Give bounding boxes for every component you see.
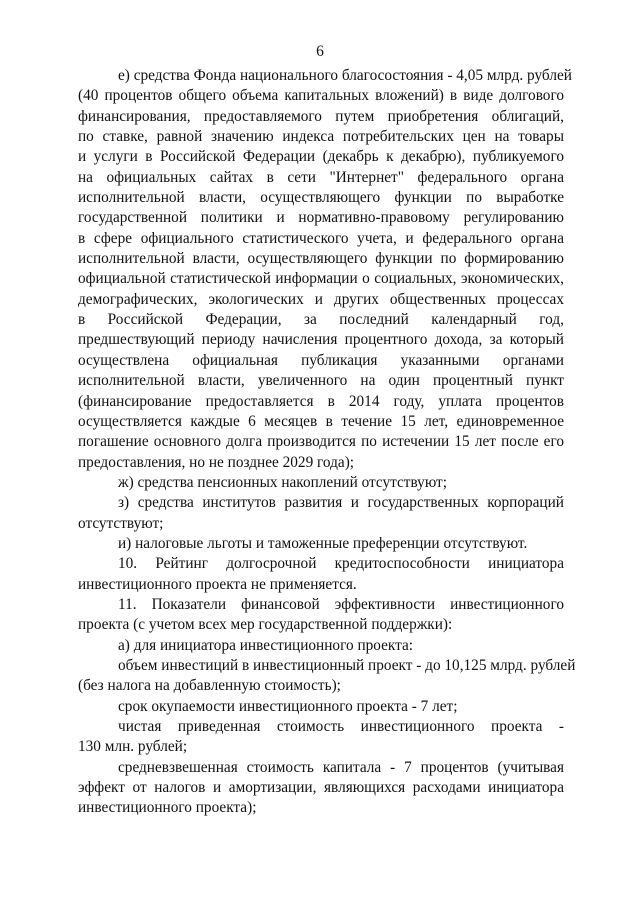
text-line: проекта (с учетом всех мер государственной поддержки):	[78, 616, 453, 634]
text-line: 11. Показатели финансовой эффективности инвестиционного	[118, 595, 564, 613]
text-line: официальной статистической информации о социальных, экономических,	[78, 270, 564, 288]
document-body	[78, 66, 576, 819]
text-line: 10. Рейтинг долгосрочной кредитоспособности инициатора	[118, 555, 564, 573]
text-line: эффект от налогов и амортизации, являющихся расходами инициатора	[78, 779, 564, 797]
text-line: е) средства Фонда национального благосостояния - 4,05 млрд. рублей	[118, 67, 572, 84]
text-line: средневзвешенная стоимость капитала - 7 процентов (учитывая	[118, 758, 564, 776]
text-line: в сфере официального статистического учета, и федерального органа	[78, 229, 564, 247]
text-line: отсутствуют;	[78, 514, 164, 532]
text-line: исполнительной власти, осуществляющего функции по формированию	[78, 250, 564, 268]
text-line: по ставке, равной значению индекса потребительских цен на товары	[78, 128, 564, 146]
text-line: объем инвестиций в инвестиционный проект - до 10,125 млрд. рублей	[118, 656, 576, 674]
text-line: (без налога на добавленную стоимость);	[78, 677, 341, 695]
text-line: исполнительной власти, увеличенного на один процентный пункт	[78, 372, 564, 390]
text-line: предоставления, но не позднее 2029 года);	[78, 453, 355, 471]
text-line: финансирования, предоставляемого путем приобретения облигаций,	[78, 107, 564, 125]
text-line: погашение основного долга производится по истечении 15 лет после его	[78, 433, 564, 451]
text-line: демографических, экологических и других общественных процессах	[78, 290, 564, 308]
text-line: (40 процентов общего объема капитальных вложений) в виде долгового	[78, 87, 564, 105]
text-line: срок окупаемости инвестиционного проекта - 7 лет;	[118, 697, 458, 715]
text-line: (финансирование предоставляется в 2014 году, уплата процентов	[78, 392, 564, 410]
text-line: и) налоговые льготы и таможенные преференции отсутствуют.	[118, 534, 528, 552]
text-line: государственной политики и нормативно-правовому регулированию	[78, 209, 564, 227]
text-line: осуществляется каждые 6 месяцев в течение 15 лет, единовременное	[78, 412, 564, 430]
text-line: ж) средства пенсионных накоплений отсутствуют;	[118, 473, 447, 491]
page-number: 6	[316, 43, 324, 60]
text-line: 130 млн. рублей;	[78, 738, 188, 756]
text-line: чистая приведенная стоимость инвестиционного проекта -	[118, 718, 564, 735]
text-line: исполнительной власти, осуществляющего функции по выработке	[78, 189, 564, 207]
text-line: осуществлена официальная публикация указанными органами	[78, 351, 564, 369]
text-line: инвестиционного проекта);	[78, 799, 257, 817]
text-line: предшествующий периоду начисления процентного дохода, за который	[78, 331, 564, 349]
text-line: а) для инициатора инвестиционного проекта:	[118, 636, 414, 654]
text-line: в Российской Федерации, за последний календарный год,	[78, 311, 564, 329]
text-line: инвестиционного проекта не применяется.	[78, 575, 357, 593]
text-line: на официальных сайтах в сети "Интернет" федерального органа	[78, 168, 564, 186]
text-line: з) средства институтов развития и государственных корпораций	[118, 494, 564, 512]
text-line: и услуги в Российской Федерации (декабрь к декабрю), публикуемого	[78, 148, 564, 166]
